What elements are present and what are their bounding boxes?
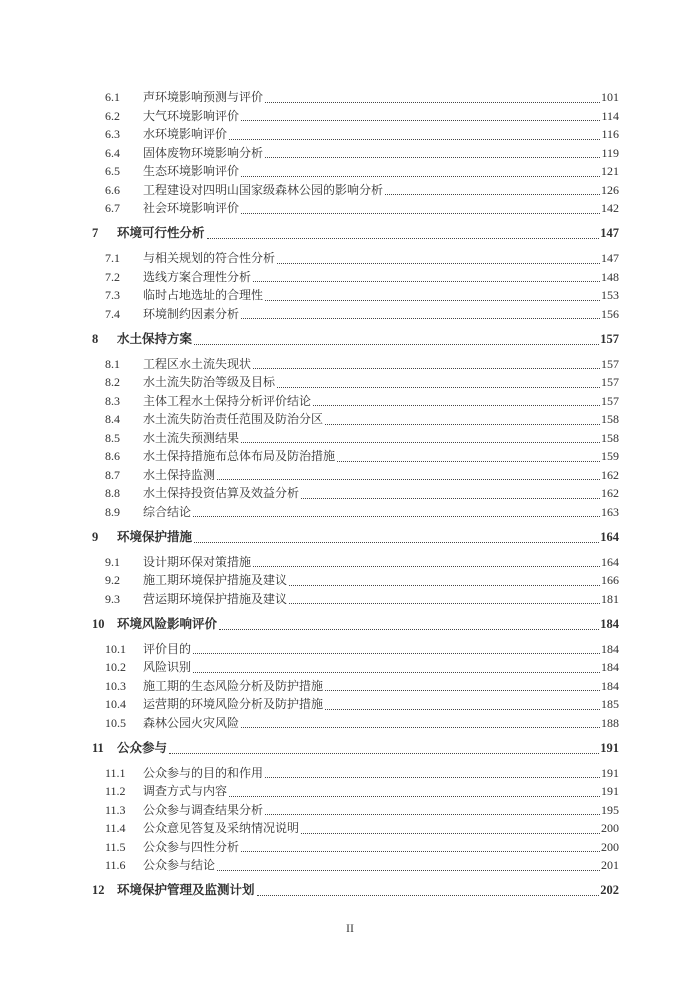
toc-subsection-entry — [92, 466, 619, 485]
toc-entry-number: 11.2 — [105, 784, 126, 798]
toc-entry-page: 119 — [601, 145, 619, 160]
toc-subsection-entry — [92, 447, 619, 466]
toc-entry-page: 156 — [601, 306, 619, 321]
toc-entry-title: 评价目的 — [143, 641, 192, 656]
toc-dot-leader — [289, 585, 600, 586]
toc-entry-number: 8.2 — [105, 375, 120, 389]
toc-subsection-entry — [92, 590, 619, 609]
toc-entry-page: 164 — [601, 554, 619, 569]
table-of-contents — [92, 88, 619, 906]
toc-entry-title: 临时占地选址的合理性 — [143, 288, 264, 302]
toc-entry-number: 11 — [92, 740, 104, 755]
toc-entry-number: 6.6 — [105, 182, 120, 197]
toc-entry-number: 7.1 — [105, 251, 120, 265]
toc-entry-number: 12 — [92, 883, 105, 897]
toc-subsection-entry — [92, 144, 619, 163]
toc-dot-leader — [265, 300, 600, 301]
toc-entry-page: 147 — [600, 226, 619, 240]
toc-subsection-entry — [92, 410, 619, 429]
toc-entry-page: 184 — [600, 616, 619, 631]
toc-entry-page: 195 — [601, 802, 619, 817]
toc-entry-number: 7.3 — [105, 288, 120, 302]
toc-entry-number: 10.2 — [105, 660, 126, 674]
toc-entry-title: 风险识别 — [143, 660, 192, 674]
toc-entry-number: 10.3 — [105, 678, 126, 693]
toc-dot-leader — [325, 424, 600, 425]
toc-subsection-entry — [92, 392, 619, 411]
toc-dot-leader — [241, 213, 600, 214]
toc-dot-leader — [325, 709, 600, 710]
footer-page-number: II — [346, 921, 354, 935]
toc-entry-page: 184 — [601, 641, 619, 656]
toc-entry-title: 水土保持投资估算及效益分析 — [143, 486, 300, 500]
toc-entry-title: 森林公园火灾风险 — [143, 715, 240, 730]
toc-dot-leader — [253, 566, 600, 567]
toc-entry-title: 环境制约因素分析 — [143, 306, 240, 321]
toc-section-entry — [92, 528, 619, 547]
toc-entry-page: 157 — [601, 356, 619, 371]
toc-entry-number: 8.9 — [105, 504, 120, 519]
toc-dot-leader — [265, 157, 600, 158]
toc-subsection-entry — [92, 658, 619, 677]
toc-entry-number: 11.3 — [105, 802, 126, 817]
toc-entry-title: 公众参与四性分析 — [143, 839, 240, 854]
toc-dot-leader — [219, 629, 599, 630]
toc-dot-leader — [253, 368, 600, 369]
toc-entry-number: 7 — [92, 226, 99, 240]
toc-entry-page: 114 — [601, 108, 619, 123]
toc-subsection-entry — [92, 181, 619, 200]
toc-subsection-entry — [92, 782, 619, 801]
toc-entry-page: 202 — [600, 883, 619, 897]
toc-entry-title: 水土保持监测 — [143, 467, 216, 482]
toc-dot-leader — [194, 542, 599, 543]
toc-dot-leader — [301, 498, 600, 499]
toc-entry-number: 8.1 — [105, 356, 120, 371]
toc-entry-page: 181 — [601, 591, 619, 606]
toc-entry-title: 环境保护管理及监测计划 — [117, 883, 255, 897]
toc-dot-leader — [325, 690, 600, 691]
toc-entry-title: 工程区水土流失现状 — [143, 356, 252, 371]
toc-dot-leader — [241, 851, 600, 852]
toc-entry-title: 水土流失防治等级及目标 — [143, 375, 276, 389]
toc-entry-title: 水土流失防治责任范围及防治分区 — [143, 412, 324, 426]
toc-entry-number: 8.4 — [105, 412, 120, 426]
toc-entry-page: 142 — [601, 201, 619, 215]
toc-entry-title: 工程建设对四明山国家级森林公园的影响分析 — [143, 182, 384, 197]
toc-entry-page: 157 — [600, 331, 619, 346]
toc-subsection-entry — [92, 553, 619, 572]
toc-entry-number: 10.5 — [105, 715, 126, 730]
toc-entry-title: 水环境影响评价 — [143, 127, 228, 141]
toc-subsection-entry — [92, 714, 619, 733]
toc-entry-title: 公众参与的目的和作用 — [143, 765, 264, 780]
toc-entry-number: 9 — [92, 529, 99, 544]
toc-dot-leader — [337, 461, 600, 462]
toc-entry-title: 调查方式与内容 — [143, 784, 228, 798]
toc-entry-page: 200 — [601, 821, 619, 835]
toc-entry-page: 162 — [601, 467, 619, 482]
toc-dot-leader — [193, 672, 600, 673]
toc-dot-leader — [301, 833, 600, 834]
toc-entry-title: 环境可行性分析 — [117, 226, 205, 240]
toc-entry-number: 9.1 — [105, 554, 120, 569]
toc-entry-title: 与相关规划的符合性分析 — [143, 251, 276, 265]
toc-entry-number: 6.3 — [105, 127, 120, 141]
toc-subsection-entry — [92, 305, 619, 324]
toc-subsection-entry — [92, 484, 619, 503]
toc-subsection-entry — [92, 107, 619, 126]
toc-entry-number: 9.2 — [105, 573, 120, 587]
toc-subsection-entry — [92, 268, 619, 287]
toc-dot-leader — [265, 814, 600, 815]
toc-entry-title: 公众参与 — [117, 740, 168, 755]
toc-entry-title: 生态环境影响评价 — [143, 164, 240, 178]
toc-entry-page: 191 — [600, 740, 619, 755]
toc-section-entry — [92, 224, 619, 243]
toc-entry-title: 营运期环境保护措施及建议 — [143, 591, 288, 606]
toc-entry-number: 6.4 — [105, 145, 120, 160]
toc-subsection-entry — [92, 819, 619, 838]
toc-entry-number: 8.8 — [105, 486, 120, 500]
toc-entry-number: 10.4 — [105, 697, 126, 711]
toc-subsection-entry — [92, 162, 619, 181]
toc-dot-leader — [193, 653, 600, 654]
toc-dot-leader — [313, 405, 600, 406]
page-footer — [0, 921, 700, 936]
toc-entry-number: 9.3 — [105, 591, 120, 606]
toc-entry-page: 121 — [601, 164, 619, 178]
toc-entry-page: 163 — [601, 504, 619, 519]
toc-entry-title: 社会环境影响评价 — [143, 201, 240, 215]
toc-entry-page: 147 — [601, 251, 619, 265]
toc-entry-page: 184 — [601, 660, 619, 674]
toc-subsection-entry — [92, 838, 619, 857]
toc-entry-title: 施工期的生态风险分析及防护措施 — [143, 678, 324, 693]
toc-entry-page: 116 — [601, 127, 619, 141]
toc-dot-leader — [169, 753, 599, 754]
toc-subsection-entry — [92, 429, 619, 448]
toc-dot-leader — [265, 777, 600, 778]
toc-entry-number: 10 — [92, 616, 105, 631]
toc-entry-page: 153 — [601, 288, 619, 302]
toc-entry-number: 6.5 — [105, 164, 120, 178]
toc-entry-page: 185 — [601, 697, 619, 711]
toc-entry-page: 188 — [601, 715, 619, 730]
toc-dot-leader — [241, 120, 600, 121]
toc-entry-title: 施工期环境保护措施及建议 — [143, 573, 288, 587]
toc-section-entry — [92, 881, 619, 900]
toc-entry-page: 162 — [601, 486, 619, 500]
toc-entry-number: 10.1 — [105, 641, 126, 656]
toc-dot-leader — [207, 238, 600, 239]
toc-entry-title: 综合结论 — [143, 504, 192, 519]
toc-entry-number: 8.5 — [105, 430, 120, 445]
toc-subsection-entry — [92, 695, 619, 714]
toc-entry-page: 126 — [601, 182, 619, 197]
toc-subsection-entry — [92, 640, 619, 659]
toc-entry-page: 166 — [601, 573, 619, 587]
toc-subsection-entry — [92, 373, 619, 392]
toc-entry-number: 8.6 — [105, 449, 120, 463]
toc-entry-title: 环境风险影响评价 — [117, 616, 218, 631]
toc-subsection-entry — [92, 677, 619, 696]
toc-section-entry — [92, 330, 619, 349]
toc-entry-title: 声环境影响预测与评价 — [143, 90, 264, 104]
toc-dot-leader — [241, 176, 600, 177]
toc-entry-title: 公众参与结论 — [143, 858, 216, 872]
toc-entry-number: 11.6 — [105, 858, 126, 872]
toc-dot-leader — [241, 727, 600, 728]
toc-entry-page: 158 — [601, 412, 619, 426]
toc-entry-title: 主体工程水土保持分析评价结论 — [143, 393, 312, 408]
toc-entry-number: 11.1 — [105, 765, 126, 780]
toc-entry-page: 159 — [601, 449, 619, 463]
toc-entry-page: 157 — [601, 393, 619, 408]
toc-subsection-entry — [92, 199, 619, 218]
toc-subsection-entry — [92, 286, 619, 305]
toc-subsection-entry — [92, 503, 619, 522]
toc-entry-page: 148 — [601, 269, 619, 284]
toc-entry-page: 191 — [601, 784, 619, 798]
toc-entry-title: 大气环境影响评价 — [143, 108, 240, 123]
toc-subsection-entry — [92, 88, 619, 107]
toc-dot-leader — [194, 344, 599, 345]
toc-entry-number: 11.4 — [105, 821, 126, 835]
toc-entry-number: 11.5 — [105, 839, 126, 854]
toc-entry-number: 7.2 — [105, 269, 120, 284]
toc-entry-title: 设计期环保对策措施 — [143, 554, 252, 569]
toc-dot-leader — [217, 870, 600, 871]
toc-entry-page: 201 — [601, 858, 619, 872]
toc-entry-number: 8.3 — [105, 393, 120, 408]
toc-entry-number: 7.4 — [105, 306, 120, 321]
toc-entry-page: 200 — [601, 839, 619, 854]
toc-dot-leader — [277, 263, 600, 264]
toc-subsection-entry — [92, 856, 619, 875]
toc-dot-leader — [385, 194, 600, 195]
toc-entry-title: 水土保持方案 — [117, 331, 193, 346]
toc-dot-leader — [229, 139, 600, 140]
toc-entry-page: 191 — [601, 765, 619, 780]
toc-subsection-entry — [92, 801, 619, 820]
toc-entry-title: 固体废物环境影响分析 — [143, 145, 264, 160]
toc-entry-number: 6.1 — [105, 90, 120, 104]
toc-entry-number: 8 — [92, 331, 99, 346]
toc-dot-leader — [289, 603, 600, 604]
toc-entry-title: 水土保持措施布总体布局及防治措施 — [143, 449, 336, 463]
toc-entry-page: 164 — [600, 529, 619, 544]
toc-subsection-entry — [92, 355, 619, 374]
toc-entry-page: 158 — [601, 430, 619, 445]
toc-dot-leader — [265, 102, 600, 103]
toc-section-entry — [92, 615, 619, 634]
toc-subsection-entry — [92, 249, 619, 268]
toc-dot-leader — [277, 387, 600, 388]
toc-entry-title: 选线方案合理性分析 — [143, 269, 252, 284]
toc-entry-number: 6.7 — [105, 201, 120, 215]
toc-entry-page: 101 — [601, 90, 619, 104]
toc-subsection-entry — [92, 571, 619, 590]
toc-entry-title: 运营期的环境风险分析及防护措施 — [143, 697, 324, 711]
toc-dot-leader — [217, 479, 600, 480]
toc-subsection-entry — [92, 125, 619, 144]
toc-entry-title: 公众参与调查结果分析 — [143, 802, 264, 817]
toc-entry-number: 6.2 — [105, 108, 120, 123]
toc-entry-number: 8.7 — [105, 467, 120, 482]
toc-dot-leader — [229, 796, 600, 797]
toc-dot-leader — [253, 281, 600, 282]
toc-section-entry — [92, 739, 619, 758]
toc-entry-title: 环境保护措施 — [117, 529, 193, 544]
toc-dot-leader — [193, 516, 600, 517]
toc-entry-title: 公众意见答复及采纳情况说明 — [143, 821, 300, 835]
toc-subsection-entry — [92, 764, 619, 783]
toc-dot-leader — [241, 442, 600, 443]
toc-dot-leader — [257, 895, 600, 896]
toc-entry-title: 水土流失预测结果 — [143, 430, 240, 445]
toc-dot-leader — [241, 318, 600, 319]
toc-entry-page: 157 — [601, 375, 619, 389]
toc-entry-page: 184 — [601, 678, 619, 693]
